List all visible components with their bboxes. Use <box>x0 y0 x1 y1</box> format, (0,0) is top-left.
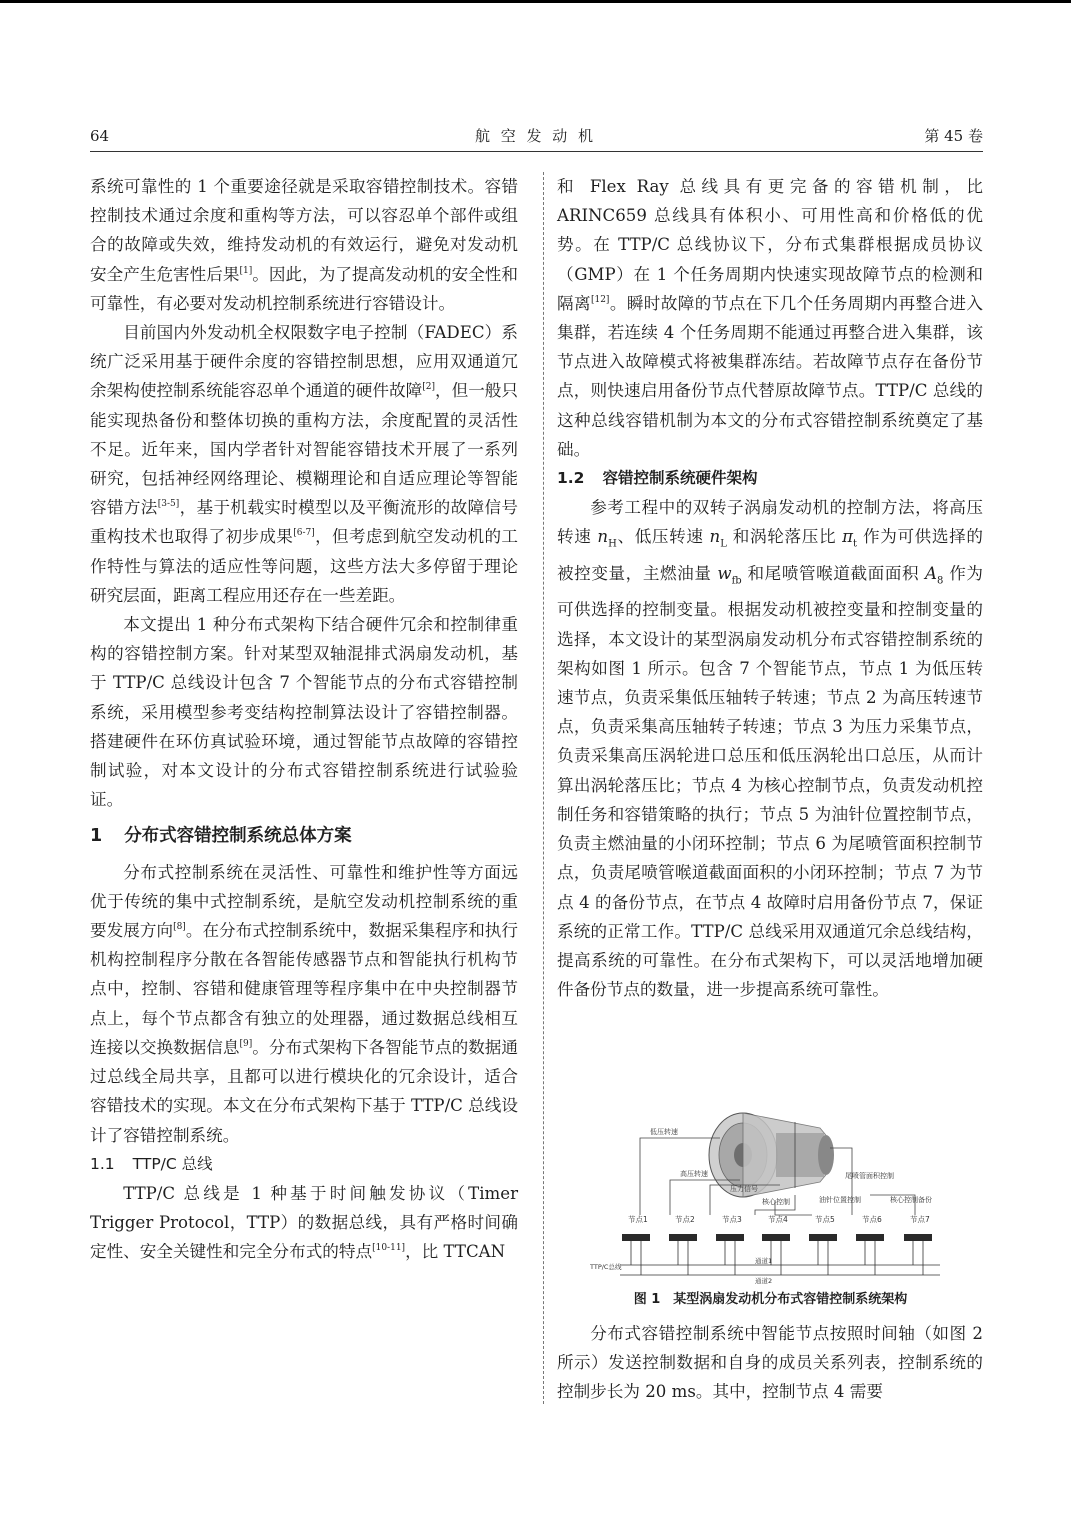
figure-1-architecture-diagram <box>590 1100 980 1285</box>
paragraph <box>90 172 518 318</box>
text: ，比 TTCAN <box>405 1242 506 1262</box>
text: TTP/C 总线是 1 种基于时间触发协议（Timer Trigger Protocol，TTP）的数据总线，具有严格时间确定性、安全关键性和完全分布式的特点 <box>90 1183 518 1262</box>
math-subscript: L <box>720 538 727 550</box>
node-2-block <box>669 1234 697 1241</box>
figure-caption: 图 1 某型涡扇发动机分布式容错控制系统架构 <box>633 1292 908 1307</box>
subsection-heading <box>557 464 983 493</box>
paragraph <box>90 318 518 610</box>
math-variable: A <box>925 563 938 583</box>
text: 。因此，为了提高发动机的安全性和可靠性，有必要对发动机控制系统进行容错设计。 <box>90 264 519 313</box>
citation: [9] <box>239 1038 253 1049</box>
text: 分布式控制系统在灵活性、可靠性和维护性等方面远优于传统的集中式控制系统，是航空发动机控制系统的重要发展方向 <box>90 862 518 941</box>
paragraph <box>90 858 518 1150</box>
subsection-heading <box>90 1150 518 1179</box>
subsection-number: 1.2 <box>557 469 585 488</box>
page-number: 64 <box>90 127 110 145</box>
node-6-block <box>856 1234 884 1241</box>
header-rule <box>90 151 983 152</box>
top-border <box>0 0 1071 3</box>
channel-1-label: 通道1 <box>755 1257 773 1265</box>
paragraph <box>90 1179 518 1267</box>
paragraph <box>557 172 983 464</box>
text: 作为可供选择的被控变量，主燃油量 <box>557 527 983 583</box>
text: 。瞬时故障的节点在下几个任务周期内再整合进入集群，若连续 4 个任务周期不能通过再整合进入集群，该节点进入故障模式将被集群冻结。若故障节点存在备份节点，则快速启用备份节点代替原故障节点。TTP/C 总线的这种总线容错机制为本文的分布式容错控制系统奠定了基础。 <box>557 293 984 459</box>
text: 。分布式架构下各智能节点的数据通过总线全局共享，且都可以进行模块化的冗余设计，适合容错技术的实现。本文在分布式架构下基于 TTP/C 总线设计了容错控制系统。 <box>90 1037 519 1145</box>
citation: [1] <box>239 265 253 276</box>
subsection-number: 1.1 <box>90 1154 115 1173</box>
node-blocks <box>622 1234 932 1241</box>
node-labels <box>628 1214 930 1224</box>
citation: [8] <box>173 922 186 933</box>
text: ，基于机载实时模型以及平衡流形的故障信号重构技术也取得了初步成果 <box>90 498 519 547</box>
text: 和 Flex Ray 总线具有更完备的容错机制，比 ARINC659 总线具有体积小、可用性高和价格低的优势。在 TTP/C 总线协议下，分布式集群根据成员协议（GMP）在 1 个任务周期内快速实现故障节点的检测和隔离 <box>557 177 983 313</box>
node-3-block <box>716 1234 744 1241</box>
label-low-speed: 低压转速 <box>650 1128 678 1136</box>
volume-label: 第 45 卷 <box>924 127 983 145</box>
math-subscript: H <box>608 538 617 550</box>
citation: [12] <box>590 294 610 305</box>
node-5-block <box>809 1234 837 1241</box>
math-subscript: fb <box>731 575 742 587</box>
node-2-label: 节点2 <box>675 1215 695 1224</box>
node-1-label: 节点1 <box>628 1215 648 1224</box>
text: 目前国内外发动机全权限数字电子控制（FADEC）系统广泛采用基于硬件余度的容错控制思想，应用双通道冗余架构使控制系统能容忍单个通道的硬件故障 <box>90 323 518 401</box>
subsection-title: TTP/C 总线 <box>132 1154 213 1173</box>
label-nozzle-control: 尾喷管面积控制 <box>845 1172 894 1180</box>
label-pressure: 压力信号 <box>730 1185 758 1193</box>
citation: [3-5] <box>157 499 180 510</box>
label-fuel-control: 油针位置控制 <box>819 1196 861 1204</box>
text: ，但一般只能实现热备份和整体切换的重构方法，余度配置的灵活性不足。近年来，国内学者针对智能容错技术开展了一系列研究，包括神经网络理论、模糊理论和自适应理论等智能容错方法 <box>90 381 519 518</box>
node-3-label: 节点3 <box>722 1215 742 1224</box>
citation: [6-7] <box>293 528 315 539</box>
right-column <box>557 172 983 1004</box>
node-5-label: 节点5 <box>815 1215 835 1224</box>
math-variable: w <box>717 563 732 583</box>
bus-connectors <box>620 1241 940 1275</box>
paragraph: 分布式容错控制系统中智能节点按照时间轴（如图 2 所示）发送控制数据和自身的成员关系列表，控制系统的控制步长为 20 ms。其中，控制节点 4 需要 <box>557 1324 983 1402</box>
text: 作为可供选择的控制变量。根据发动机被控变量和控制变量的选择，本文设计的某型涡扇发动机分布式容错控制系统的架构如图 1 所示。包含 7 个智能节点，节点 1 为低压转速节点，负责采集低压轴转子转速；节点 2 为高压转速节点，负责采集高压轴转子转速；节点 3 为压力采集节点，负责采集高压涡轮进口总压和低压涡轮出口总压，从而计算出涡轮落压比；节点 4 为核心控制节点，负责发动机控制任务和容错策略的执行；节点 5 为油针位置控制节点，负责主燃油量的小闭环控制；节点 6 为尾喷管面积控制节点，负责尾喷管喉道截面面积的小闭环控制；节点 7 为节点 4 的备份节点，在节点 4 故障时启用备份节点 7，保证系统的正常工作。TTP/C 总线采用双通道冗余总线结构，提高系统的可靠性。在分布式架构下，可以灵活地增加硬件备份节点的数量，进一步提高系统可靠性。 <box>557 563 983 1000</box>
math-variable: n <box>597 527 609 547</box>
math-subscript: 8 <box>937 575 944 587</box>
subsection-title: 容错控制系统硬件架构 <box>602 469 758 488</box>
text: 和尾喷管喉道截面面积 <box>741 563 926 583</box>
text: 系统可靠性的 1 个重要途径就是采取容错控制技术。容错控制技术通过余度和重构等方法，可以容忍单个部件或组合的故障或失效，维持发动机的有效运行，避免对发动机安全产生危害性后果 <box>90 177 518 284</box>
node-4-label: 节点4 <box>768 1215 788 1224</box>
channel-2-label: 通道2 <box>755 1277 773 1285</box>
section-number: 1 <box>90 826 103 847</box>
text: 。在分布式控制系统中，数据采集程序和执行机构控制程序分散在各智能传感器节点和智能执行机构节点中，控制、容错和健康管理等程序集中在中央控制器节点上，每个节点都含有独立的处理器，通过数据总线相互连接以交换数据信息 <box>90 921 519 1057</box>
math-subscript: t <box>853 538 858 550</box>
node-6-label: 节点6 <box>862 1215 882 1224</box>
engine-illustration <box>709 1113 834 1197</box>
section-title: 分布式容错控制系统总体方案 <box>124 826 352 847</box>
text: ，但考虑到航空发动机的工作特性与算法的适应性等问题，这些方法大多停留于理论研究层面，距离工程应用还存在一些差距。 <box>90 527 519 605</box>
text: 、低压转速 <box>616 527 710 547</box>
paragraph <box>557 493 983 1004</box>
section-heading <box>90 822 518 851</box>
right-column-bottom <box>557 1319 983 1407</box>
math-variable: π <box>842 527 854 547</box>
label-core-control: 核心控制 <box>762 1198 790 1206</box>
node-1-block <box>622 1234 650 1241</box>
math-variable: n <box>709 527 721 547</box>
label-high-speed: 高压转速 <box>680 1170 708 1178</box>
node-7-block <box>904 1234 932 1241</box>
left-column <box>90 172 518 1267</box>
citation: [10-11] <box>372 1243 406 1254</box>
node-4-block <box>762 1234 790 1241</box>
text: 和涡轮落压比 <box>726 527 843 547</box>
text: 参考工程中的双转子涡扇发动机的控制方法，将高压转速 <box>557 498 983 547</box>
column-divider <box>543 172 544 1404</box>
bus-label: TTP/C总线 <box>590 1263 622 1271</box>
label-backup-control: 核心控制备份 <box>890 1196 932 1204</box>
node-7-label: 节点7 <box>910 1215 930 1224</box>
citation: [2] <box>422 382 435 393</box>
paragraph: 本文提出 1 种分布式架构下结合硬件冗余和控制律重构的容错控制方案。针对某型双轴混排式涡扇发动机，基于 TTP/C 总线设计包含 7 个智能节点的分布式容错控制系统，采用模型参考变结构控制算法设计了容错控制器。搭建硬件在环仿真试验环境，通过智能节点故障的容错控制试验，对本文设计的分布式容错控制系统进行试验验证。 <box>90 615 518 810</box>
journal-title: 航 空 发 动 机 <box>474 127 597 145</box>
